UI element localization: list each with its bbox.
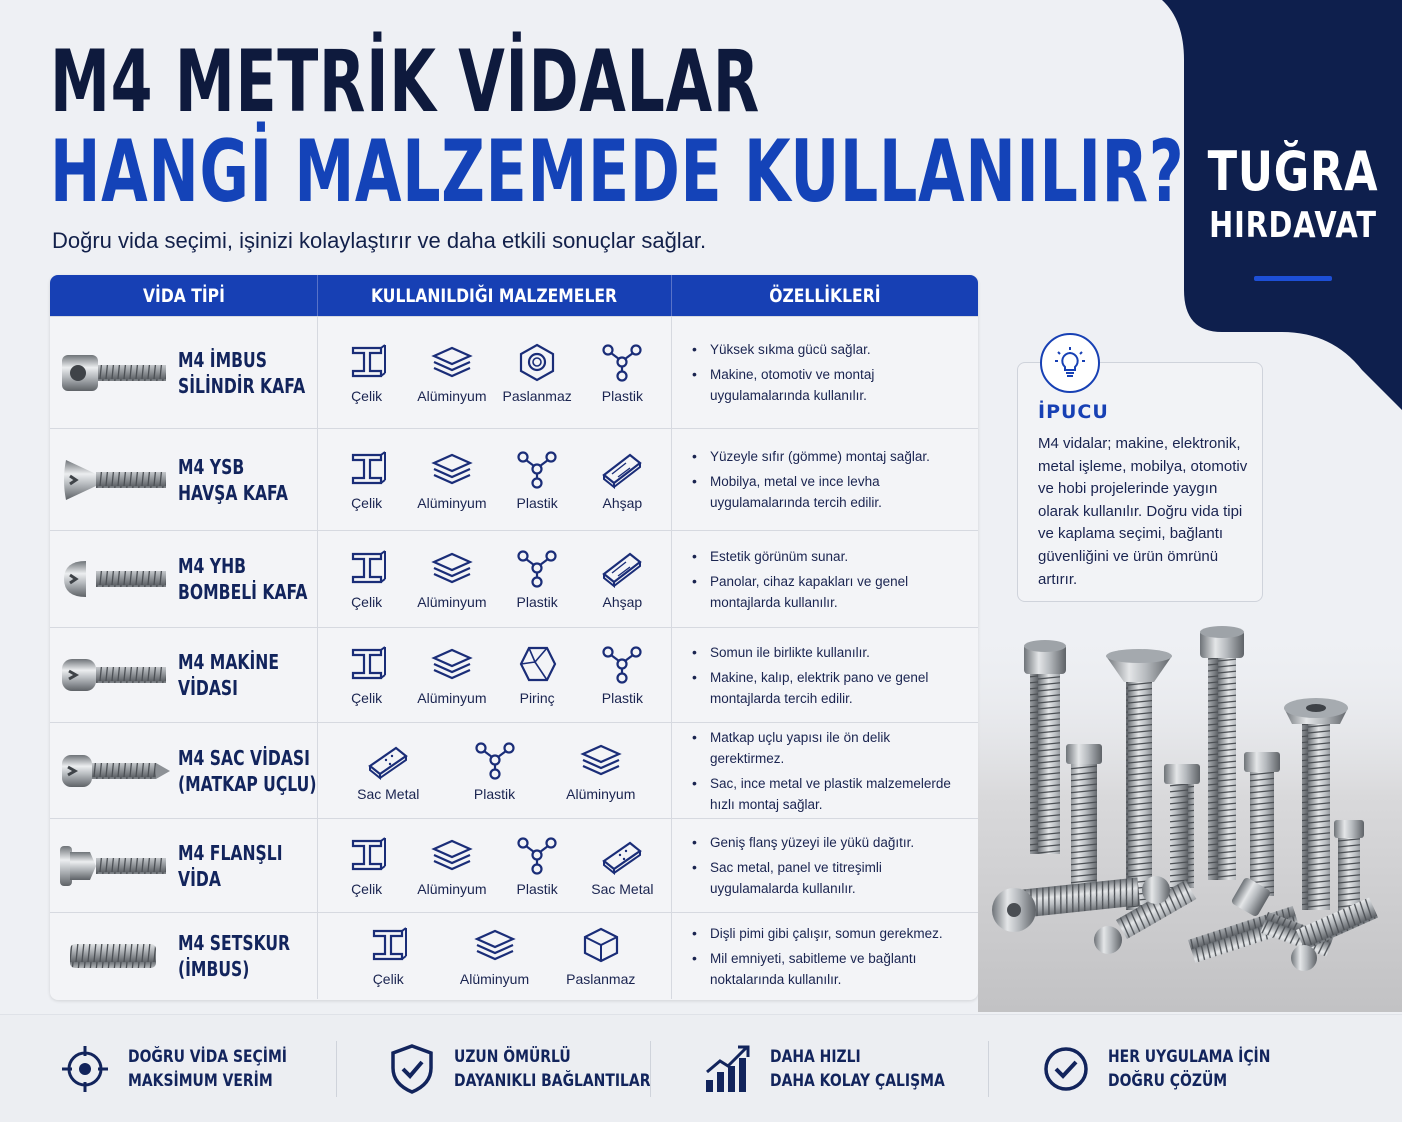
material-item bbox=[495, 548, 579, 610]
feature-item: • Mobilya, metal ve ince levha uygulamalarında tercih edilir. bbox=[692, 471, 968, 513]
material-label: Alüminyum bbox=[459, 971, 530, 987]
tip-text: M4 vidalar; makine, elektronik, metal işleme, mobilya, otomotiv ve hobi projelerinde yaygın olarak kullanılır. Doğru vida tipi ve kaplama seçimi, bağlantı güvenliğini ve ürün ömrünü artırır. bbox=[1038, 435, 1248, 588]
footer-divider bbox=[336, 1041, 337, 1097]
tip-card bbox=[1017, 362, 1263, 602]
column-header-features: ÖZELLİKLERİ bbox=[769, 284, 881, 307]
benefit-2-line1: UZUN ÖMÜRLÜ bbox=[454, 1047, 571, 1067]
brand-underline bbox=[1254, 276, 1332, 281]
features-list bbox=[672, 317, 978, 428]
benefit-faster bbox=[704, 1015, 983, 1122]
steel-beam-icon bbox=[345, 342, 389, 382]
material-label: Alüminyum bbox=[566, 785, 636, 802]
screw-type-name-line: SİLİNDİR KAFA bbox=[178, 373, 306, 398]
materials-cell bbox=[318, 531, 672, 627]
plastic-molecule-icon bbox=[515, 835, 559, 875]
material-item bbox=[559, 740, 643, 802]
benefit-1-line2: MAKSİMUM VERİM bbox=[128, 1071, 273, 1091]
material-label: Alüminyum bbox=[417, 494, 487, 511]
material-label: Pirinç bbox=[519, 690, 555, 706]
screw-image bbox=[56, 932, 172, 980]
screw-image bbox=[56, 456, 172, 504]
features-cell bbox=[672, 531, 978, 627]
table-row bbox=[50, 912, 978, 999]
material-label: Çelik bbox=[351, 880, 383, 897]
footer-divider bbox=[650, 1041, 651, 1097]
screw-table bbox=[50, 275, 978, 1000]
benefit-correct-choice bbox=[60, 1015, 322, 1122]
material-item bbox=[580, 644, 664, 706]
brand-panel bbox=[1162, 0, 1402, 410]
features-list bbox=[672, 723, 978, 818]
screw-type-name-line: M4 SAC VİDASI bbox=[178, 745, 310, 770]
steel-beam-icon bbox=[345, 548, 389, 588]
material-item bbox=[410, 548, 494, 610]
material-label: Çelik bbox=[351, 387, 383, 404]
screw-type-name-line: M4 İMBUS bbox=[178, 347, 267, 372]
table-row bbox=[50, 722, 978, 818]
material-label: Çelik bbox=[351, 690, 383, 706]
features-list bbox=[672, 531, 978, 627]
features-cell bbox=[672, 819, 978, 912]
plastic-molecule-icon bbox=[473, 740, 517, 780]
material-item bbox=[410, 449, 494, 511]
benefit-durable bbox=[388, 1015, 694, 1122]
shield-check-icon bbox=[388, 1043, 436, 1095]
steel-beam-icon bbox=[345, 449, 389, 489]
material-item bbox=[346, 925, 430, 987]
aluminum-sheets-icon bbox=[430, 342, 474, 382]
material-label: Çelik bbox=[351, 494, 383, 511]
material-item bbox=[325, 644, 409, 706]
material-item bbox=[495, 449, 579, 511]
material-item bbox=[325, 548, 409, 610]
screw-type-name-line: (İMBUS) bbox=[178, 957, 250, 981]
target-icon bbox=[60, 1044, 110, 1094]
features-list bbox=[672, 429, 978, 530]
feature-item: • Panolar, cihaz kapakları ve genel montajlarda kullanılır. bbox=[692, 571, 968, 613]
screw-type-name-line: (MATKAP UÇLU) bbox=[178, 771, 317, 796]
page-subtitle: Doğru vida seçimi, işinizi kolaylaştırır ve daha etkili sonuçlar sağlar. bbox=[52, 228, 707, 253]
growth-chart-icon bbox=[704, 1044, 752, 1094]
screw-type-name-line: M4 MAKİNE bbox=[178, 650, 280, 674]
steel-beam-icon bbox=[345, 835, 389, 875]
material-label: Plastik bbox=[601, 387, 643, 404]
screw-type-name bbox=[178, 649, 308, 701]
screws-photo bbox=[978, 620, 1402, 1012]
material-item bbox=[559, 925, 643, 987]
material-item bbox=[346, 740, 430, 802]
material-item bbox=[410, 644, 494, 706]
features-cell bbox=[672, 628, 978, 722]
material-label: Ahşap bbox=[602, 494, 643, 511]
material-label: Alüminyum bbox=[417, 594, 487, 610]
feature-item: • Estetik görünüm sunar. bbox=[692, 546, 968, 567]
screw-type-cell bbox=[50, 429, 318, 530]
materials-cell bbox=[318, 723, 672, 818]
screw-type-name-line: M4 YSB bbox=[178, 454, 245, 479]
materials-cell bbox=[318, 819, 672, 912]
page-title-line1: M4 METRİK VİDALAR bbox=[50, 32, 760, 132]
material-label: Plastik bbox=[516, 594, 558, 610]
screw-type-name-line: M4 SETSKUR bbox=[178, 931, 291, 955]
benefit-2-line2: DAYANIKLI BAĞLANTILAR bbox=[454, 1071, 651, 1091]
material-item bbox=[325, 835, 409, 897]
material-item bbox=[580, 548, 664, 610]
aluminum-sheets-icon bbox=[579, 740, 623, 780]
aluminum-sheets-icon bbox=[430, 449, 474, 489]
feature-item: • Somun ile birlikte kullanılır. bbox=[692, 642, 968, 663]
feature-item: • Sac, ince metal ve plastik malzemelerde hızlı montaj sağlar. bbox=[692, 773, 968, 815]
material-label: Paslanmaz bbox=[502, 387, 572, 404]
material-item bbox=[410, 342, 494, 404]
wood-plank-icon bbox=[600, 449, 644, 489]
sheet-metal-icon bbox=[600, 835, 644, 875]
feature-item: • Mil emniyeti, sabitleme ve bağlantı noktalarında kullanılır. bbox=[692, 948, 968, 990]
benefit-1-line1: DOĞRU VİDA SEÇİMİ bbox=[128, 1047, 288, 1067]
materials-cell bbox=[318, 429, 672, 530]
benefit-4-line1: HER UYGULAMA İÇİN bbox=[1108, 1047, 1271, 1067]
material-item bbox=[580, 449, 664, 511]
material-item bbox=[495, 644, 579, 706]
features-list bbox=[672, 819, 978, 912]
material-label: Alüminyum bbox=[417, 690, 487, 706]
screw-type-cell bbox=[50, 531, 318, 627]
material-item bbox=[453, 740, 537, 802]
material-item bbox=[495, 342, 579, 404]
table-header bbox=[50, 275, 978, 316]
features-cell bbox=[672, 723, 978, 818]
material-label: Plastik bbox=[601, 690, 643, 706]
material-label: Sac Metal bbox=[591, 880, 654, 897]
material-label: Sac Metal bbox=[357, 785, 420, 802]
features-cell bbox=[672, 913, 978, 999]
screw-type-name bbox=[178, 840, 312, 892]
features-cell bbox=[672, 317, 978, 428]
material-label: Plastik bbox=[516, 494, 558, 511]
benefit-4-line2: DOĞRU ÇÖZÜM bbox=[1108, 1071, 1228, 1091]
table-body bbox=[50, 316, 978, 999]
brass-hexagon-icon bbox=[515, 644, 559, 684]
footer-benefits bbox=[0, 1014, 1402, 1122]
screw-image bbox=[56, 555, 172, 603]
screw-type-name-line: M4 YHB bbox=[178, 554, 247, 578]
aluminum-sheets-icon bbox=[430, 644, 474, 684]
material-item bbox=[495, 835, 579, 897]
brand-name: TUĞRA bbox=[1207, 140, 1379, 203]
features-cell bbox=[672, 429, 978, 530]
check-circle-icon bbox=[1042, 1045, 1090, 1093]
benefit-3-line1: DAHA HIZLI bbox=[770, 1047, 861, 1067]
table-row bbox=[50, 627, 978, 722]
screw-type-name-line: M4 FLANŞLI bbox=[178, 840, 283, 865]
screw-image bbox=[56, 349, 172, 397]
features-list bbox=[672, 628, 978, 722]
brand-subtitle: HIRDAVAT bbox=[1209, 205, 1377, 246]
feature-item: • Yüzeyle sıfır (gömme) montaj sağlar. bbox=[692, 446, 968, 467]
column-header-screw-type: VİDA TİPİ bbox=[50, 275, 318, 316]
feature-item: • Makine, otomotiv ve montaj uygulamalarında kullanılır. bbox=[692, 364, 968, 406]
material-label: Ahşap bbox=[602, 594, 643, 610]
material-item bbox=[325, 449, 409, 511]
material-label: Plastik bbox=[516, 880, 558, 897]
material-label: Çelik bbox=[351, 594, 383, 610]
steel-beam-icon bbox=[345, 644, 389, 684]
table-row bbox=[50, 818, 978, 912]
benefit-3-line2: DAHA KOLAY ÇALIŞMA bbox=[770, 1071, 945, 1091]
materials-cell bbox=[318, 628, 672, 722]
sheet-metal-icon bbox=[366, 740, 410, 780]
screw-type-name-line: VİDA bbox=[178, 866, 221, 891]
screw-type-cell bbox=[50, 317, 318, 428]
plastic-molecule-icon bbox=[600, 644, 644, 684]
material-label: Plastik bbox=[473, 785, 516, 802]
feature-item: • Matkap uçlu yapısı ile ön delik gerektirmez. bbox=[692, 727, 968, 769]
feature-item: • Sac metal, panel ve titreşimli uygulamalarda kullanılır. bbox=[692, 857, 968, 899]
page-title-line2: HANGİ MALZEMEDE KULLANILIR? bbox=[50, 122, 1185, 222]
material-label: Alüminyum bbox=[417, 387, 487, 404]
screw-image bbox=[56, 842, 172, 890]
feature-item: • Yüksek sıkma gücü sağlar. bbox=[692, 339, 968, 360]
wood-plank-icon bbox=[600, 548, 644, 588]
footer-divider bbox=[988, 1041, 989, 1097]
material-item bbox=[580, 342, 664, 404]
standing-screw bbox=[1024, 640, 1066, 854]
feature-item: • Dişli pimi gibi çalışır, somun gerekmez. bbox=[692, 923, 968, 944]
table-row bbox=[50, 428, 978, 530]
plastic-molecule-icon bbox=[515, 548, 559, 588]
material-label: Çelik bbox=[372, 971, 404, 987]
material-item bbox=[453, 925, 537, 987]
lightbulb-icon bbox=[1040, 333, 1100, 393]
screw-type-name bbox=[178, 454, 319, 506]
screw-type-cell bbox=[50, 913, 318, 999]
material-item bbox=[410, 835, 494, 897]
screw-type-name bbox=[178, 347, 341, 399]
material-item bbox=[580, 835, 664, 897]
table-row bbox=[50, 530, 978, 627]
aluminum-sheets-icon bbox=[430, 548, 474, 588]
materials-cell bbox=[318, 913, 672, 999]
steel-beam-icon bbox=[366, 925, 410, 965]
plastic-molecule-icon bbox=[515, 449, 559, 489]
features-list bbox=[672, 913, 978, 999]
feature-item: • Makine, kalıp, elektrik pano ve genel montajlarda tercih edilir. bbox=[692, 667, 968, 709]
table-row bbox=[50, 316, 978, 428]
column-header-materials: KULLANILDIĞI MALZEMELER bbox=[318, 275, 672, 316]
feature-item: • Geniş flanş yüzeyi ile yükü dağıtır. bbox=[692, 832, 968, 853]
plastic-molecule-icon bbox=[600, 342, 644, 382]
screw-type-name-line: VİDASI bbox=[178, 676, 238, 700]
screw-type-name-line: BOMBELİ KAFA bbox=[178, 580, 308, 604]
materials-cell bbox=[318, 317, 672, 428]
tip-title: İPUCU bbox=[1038, 401, 1109, 423]
screw-image bbox=[56, 651, 172, 699]
screw-type-name bbox=[178, 930, 322, 982]
material-label: Alüminyum bbox=[417, 880, 487, 897]
screw-type-cell bbox=[50, 819, 318, 912]
screw-type-cell bbox=[50, 628, 318, 722]
stainless-nut-icon bbox=[515, 342, 559, 382]
stainless-cube-icon bbox=[579, 925, 623, 965]
material-label: Paslanmaz bbox=[566, 971, 636, 987]
screw-image bbox=[56, 747, 172, 795]
aluminum-sheets-icon bbox=[473, 925, 517, 965]
aluminum-sheets-icon bbox=[430, 835, 474, 875]
material-item bbox=[325, 342, 409, 404]
benefit-solution bbox=[1042, 1015, 1306, 1122]
screw-type-cell bbox=[50, 723, 318, 818]
screw-type-name-line: HAVŞA KAFA bbox=[178, 480, 288, 505]
